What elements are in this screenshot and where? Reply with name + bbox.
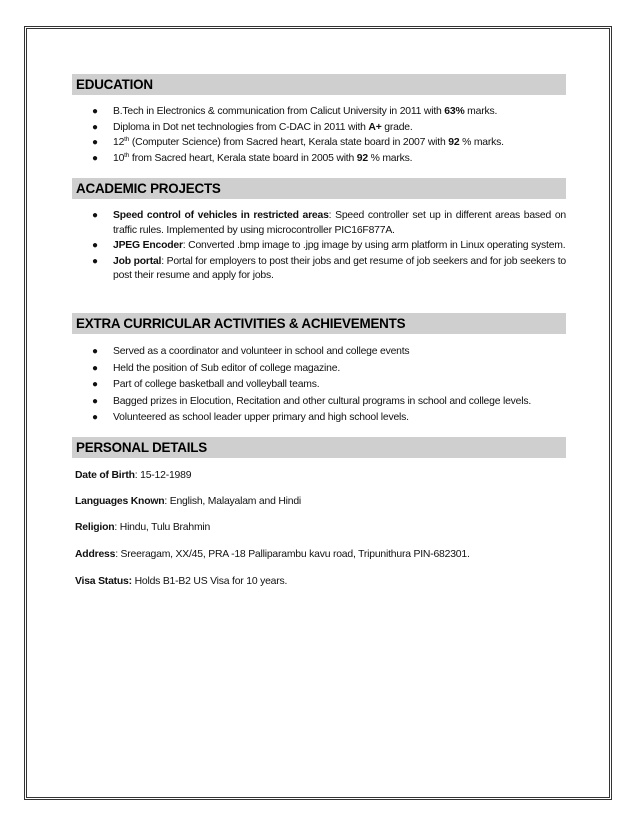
bullet-icon: ● [92, 152, 98, 164]
list-item: ● B.Tech in Electronics & communication from Calicut University in 2011 with 63% marks. [72, 105, 566, 120]
personal-heading: PERSONAL DETAILS [72, 437, 566, 458]
list-item: ● Speed control of vehicles in restricted areas: Speed controller set up in different areas based on traffic rules. Implemented by using microcontroller PIC16F877A. [92, 210, 566, 236]
list-item: ● Diploma in Dot net technologies from C-DAC in 2011 with A+ grade. [72, 121, 566, 136]
bullet-icon: ● [92, 137, 98, 148]
list-item: ● Served as a coordinator and volunteer in school and college events [72, 345, 566, 360]
bullet-icon: ● [92, 121, 98, 133]
bullet-icon: ● [92, 255, 98, 267]
list-item: ● Volunteered as school leader upper primary and high school levels. [72, 411, 566, 426]
list-item: ● Part of college basketball and volleyball teams. [72, 378, 566, 393]
education-list [72, 105, 566, 166]
list-item: ● 10th from Sacred heart, Kerala state board in 2005 with 92 % marks. [72, 152, 566, 167]
bullet-icon: ● [92, 240, 98, 251]
education-heading: EDUCATION [72, 74, 566, 95]
bullet-icon: ● [92, 346, 98, 357]
list-item: ● JPEG Encoder: Converted .bmp image to .jpg image by using arm platform in Linux operating system. [72, 239, 566, 254]
personal-section [72, 437, 566, 458]
education-section [72, 74, 566, 166]
bullet-icon: ● [92, 210, 98, 221]
extra-curricular-section [72, 313, 566, 426]
bullet-icon: ● [92, 395, 98, 407]
projects-heading: ACADEMIC PROJECTS [72, 178, 566, 199]
projects-section [72, 178, 566, 284]
bullet-icon: ● [92, 379, 98, 390]
list-item: ● Job portal: Portal for employers to post their jobs and get resume of job seekers and for job seekers to post their resume and apply for jobs. [92, 255, 566, 281]
address: Address: Sreeragam, XX/45, PRA -18 Palliparambu kavu road, Tripunithura PIN-682301. [75, 549, 470, 560]
list-item: ● 12th (Computer Science) from Sacred heart, Kerala state board in 2007 with 92 % marks. [72, 136, 566, 151]
religion: Religion: Hindu, Tulu Brahmin [75, 522, 211, 533]
bullet-icon: ● [92, 106, 98, 117]
projects-list [72, 209, 566, 284]
bullet-icon: ● [92, 412, 98, 423]
list-item: ● Held the position of Sub editor of college magazine. [72, 362, 566, 377]
extra-curricular-heading: EXTRA CURRICULAR ACTIVITIES & ACHIEVEMENTS [72, 313, 566, 334]
bullet-icon: ● [92, 362, 98, 374]
date-of-birth: Date of Birth: 15-12-1989 [75, 470, 192, 481]
list-item: ● Bagged prizes in Elocution, Recitation and other cultural programs in school and college levels. [72, 395, 566, 410]
languages-known: Languages Known: English, Malayalam and Hindi [75, 496, 302, 507]
visa-status: Visa Status: Holds B1-B2 US Visa for 10 years. [75, 576, 288, 587]
extra-curricular-list [72, 345, 566, 426]
